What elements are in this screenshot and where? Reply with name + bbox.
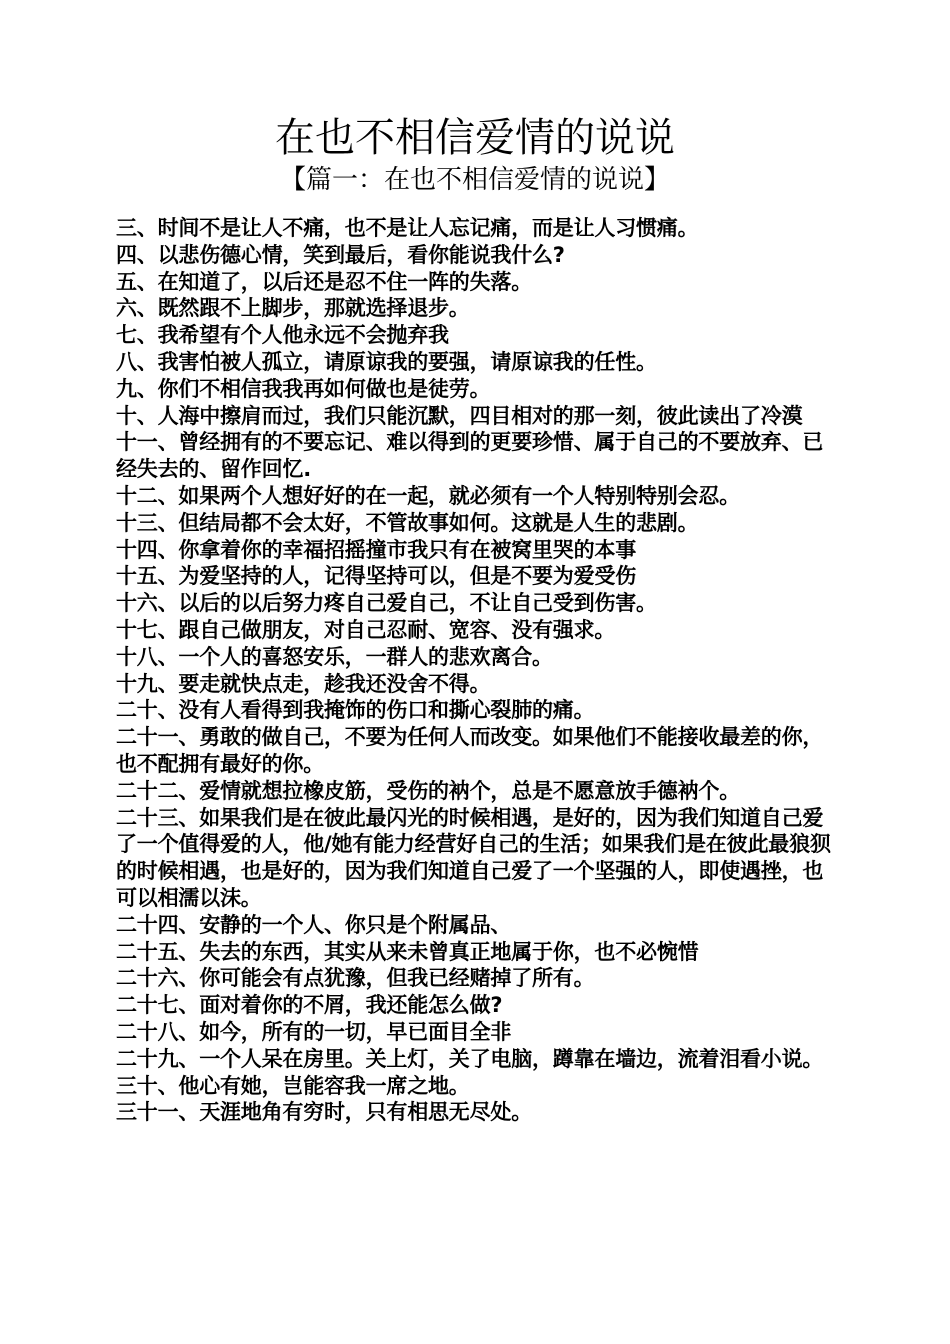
list-item: 二十八、如今，所有的一切，早已面目全非 (116, 1019, 512, 1044)
list-item: 七、我希望有个人他永远不会抛弃我 (116, 323, 449, 348)
list-item: 二十五、失去的东西，其实从来未曾真正地属于你，也不必惋惜 (116, 939, 699, 964)
list-item: 三十、他心有她，岂能容我一席之地。 (116, 1073, 470, 1098)
list-item: 二十四、安静的一个人、你只是个附属品、 (116, 912, 512, 937)
list-item: 十三、但结局都不会太好，不管故事如何。这就是人生的悲剧。 (116, 510, 699, 535)
list-item: 十、人海中擦肩而过，我们只能沉默，四目相对的那一刻，彼此读出了冷漠 (116, 403, 803, 428)
list-item: 三、时间不是让人不痛，也不是让人忘记痛，而是让人习惯痛。 (116, 216, 699, 240)
document-title: 在也不相信爱情的说说 (275, 115, 675, 161)
list-item: 六、既然跟不上脚步，那就选择退步。 (116, 296, 470, 321)
list-item: 二十二、爱情就想拉橡皮筋，受伤的衲个，总是不愿意放手德衲个。 (116, 778, 740, 803)
list-item: 四、以悲伤德心情，笑到最后，看你能说我什么? (116, 242, 565, 267)
list-item: 十八、一个人的喜怒安乐，一群人的悲欢离合。 (116, 644, 553, 669)
list-item: 十五、为爱坚持的人，记得坚持可以，但是不要为爱受伤 (116, 564, 636, 589)
list-item: 二十、没有人看得到我掩饰的伤口和撕心裂肺的痛。 (116, 698, 595, 723)
list-item: 十六、以后的以后努力疼自己爱自己，不让自己受到伤害。 (116, 591, 657, 616)
list-item: 二十一、勇敢的做自己，不要为任何人而改变。如果他们不能接收最差的你，也不配拥有最好的你。 (116, 725, 824, 776)
document-subtitle: 【篇一：在也不相信爱情的说说】 (279, 165, 670, 195)
list-item: 十四、你拿着你的幸福招摇撞市我只有在被窝里哭的本事 (116, 537, 636, 562)
list-item: 二十三、如果我们是在彼此最闪光的时候相遇，是好的，因为我们知道自己爱了一个值得爱的人，他/她有能力经营好自己的生活；如果我们是在彼此最狼狈的时候相遇，也是好的，因为我们知道自己爱了一个坚强的人，即使遇挫，也可以相濡以沫。 (116, 805, 831, 910)
quote-list (116, 215, 838, 1126)
list-item: 十二、如果两个人想好好的在一起，就必须有一个人特别特别会忍。 (116, 483, 740, 508)
list-item: 五、在知道了，以后还是忍不住一阵的失落。 (116, 269, 532, 294)
list-item: 十九、要走就快点走，趁我还没舍不得。 (116, 671, 491, 696)
list-item: 二十九、一个人呆在房里。关上灯，关了电脑，蹲靠在墙边，流着泪看小说。 (116, 1046, 824, 1071)
list-item: 二十六、你可能会有点犹豫，但我已经赌掉了所有。 (116, 966, 595, 991)
list-item: 十七、跟自己做朋友，对自己忍耐、宽容、没有强求。 (116, 617, 616, 642)
list-item: 九、你们不相信我我再如何做也是徒劳。 (116, 376, 491, 401)
list-item: 三十一、天涯地角有穷时，只有相思无尽处。 (116, 1100, 532, 1125)
list-item: 十一、曾经拥有的不要忘记、难以得到的更要珍惜、属于自己的不要放弃、已经失去的、留作回忆. (116, 430, 824, 482)
list-item: 二十七、面对着你的不屑，我还能怎么做? (116, 993, 503, 1018)
list-item: 八、我害怕被人孤立，请原谅我的要强，请原谅我的任性。 (116, 349, 657, 374)
